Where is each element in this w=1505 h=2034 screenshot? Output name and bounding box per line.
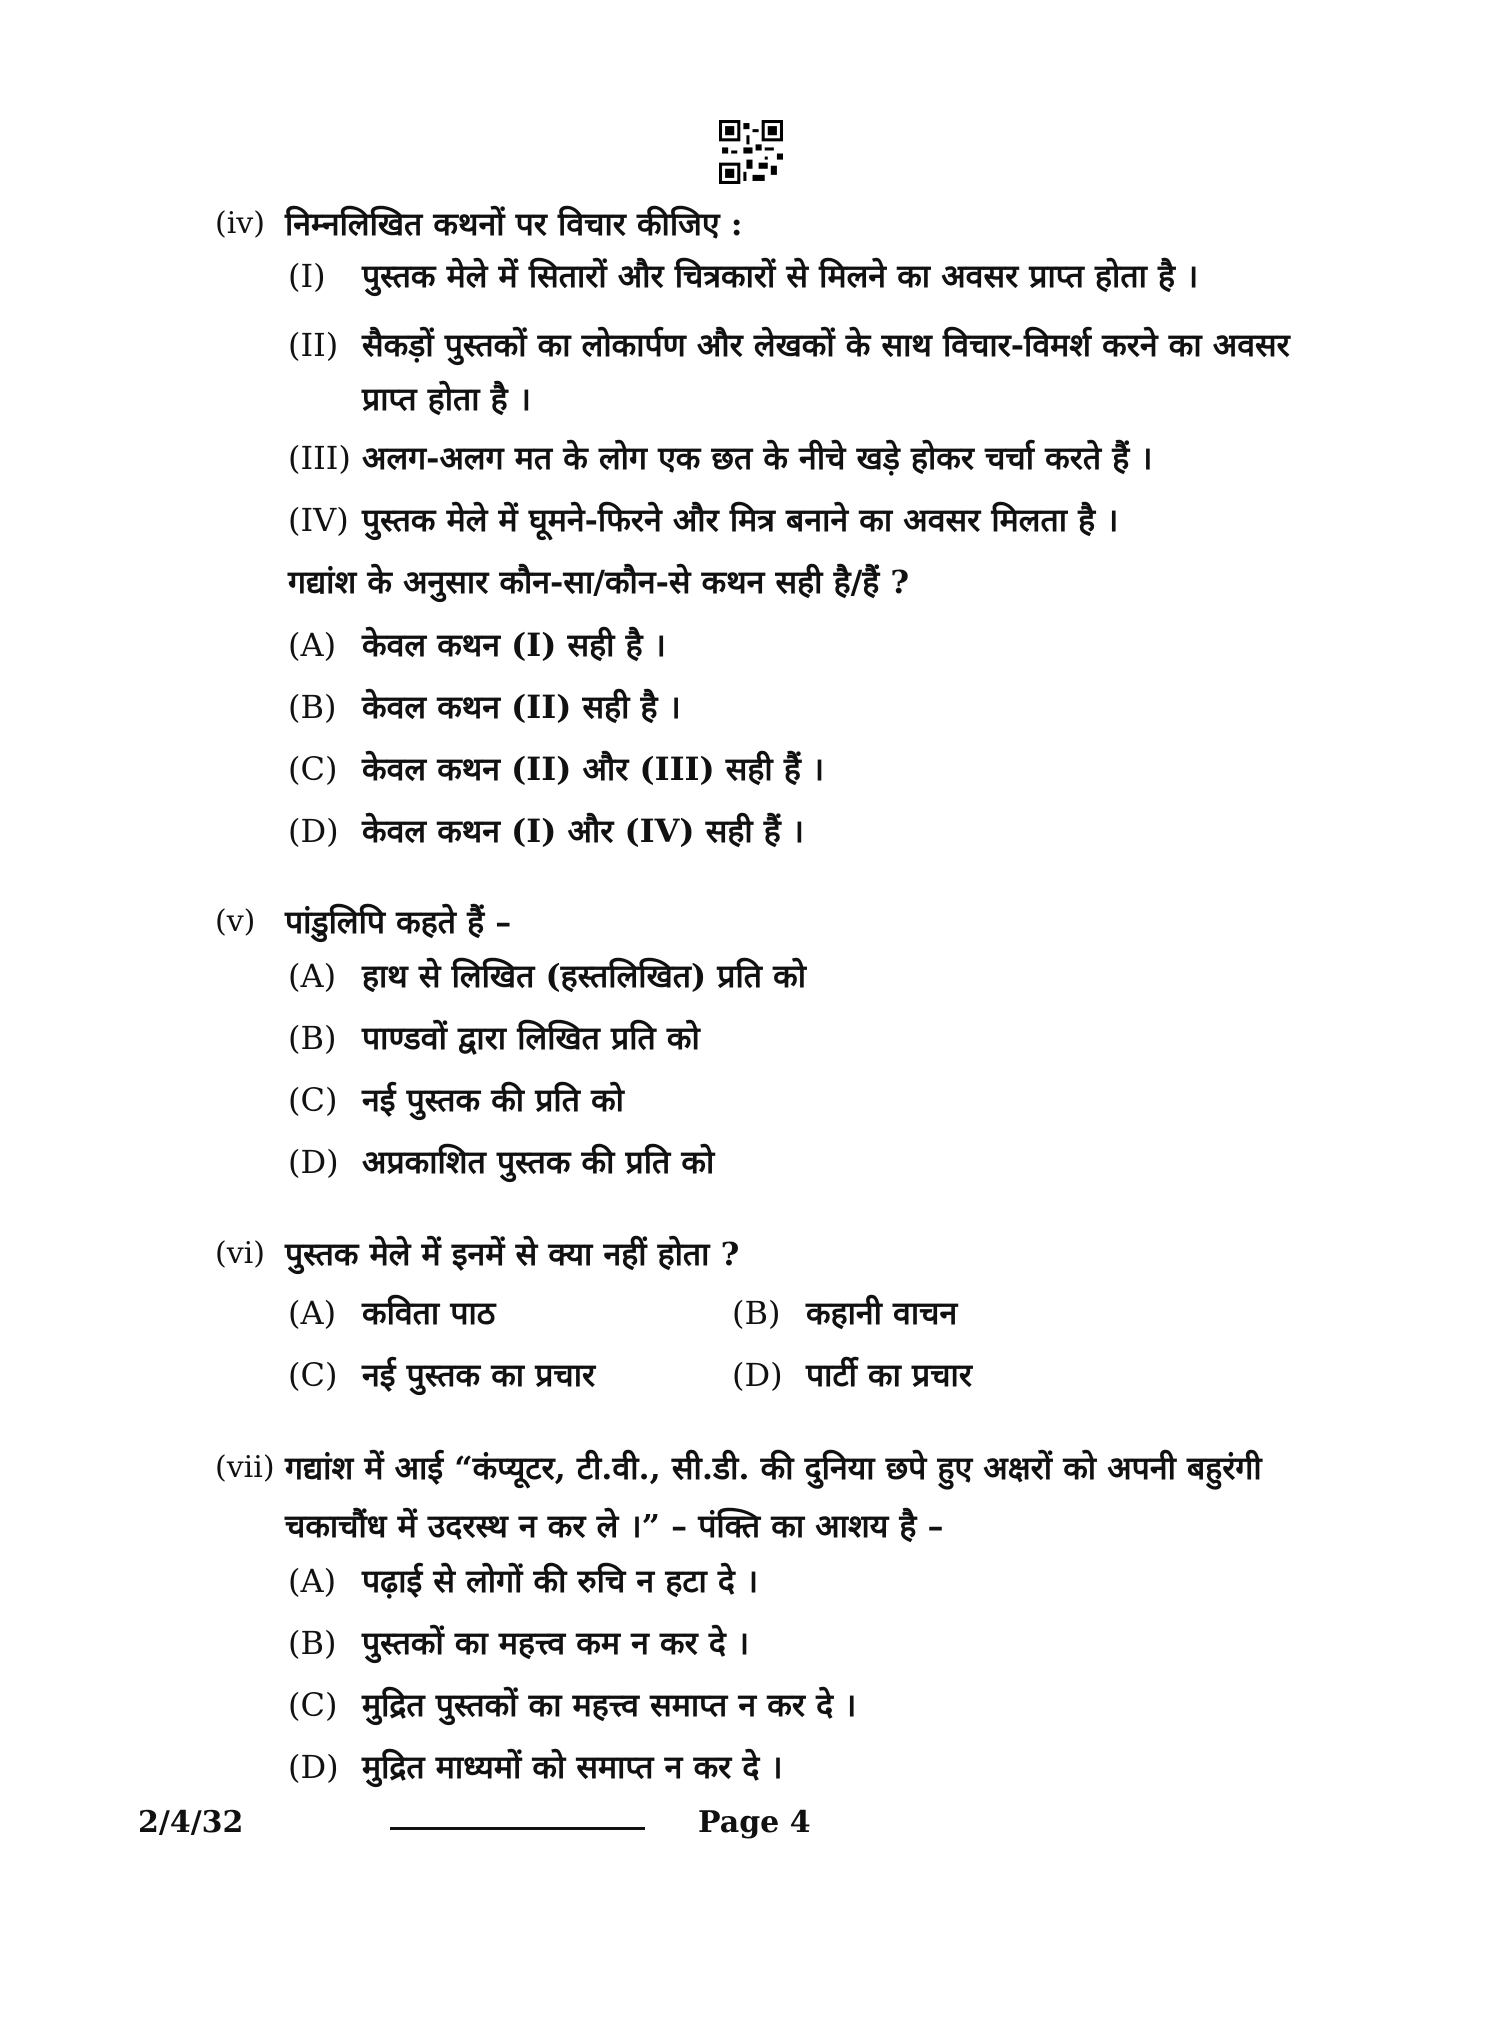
option-a[interactable] bbox=[288, 955, 806, 997]
option-text: अप्रकाशित पुस्तक की प्रति को bbox=[362, 1143, 715, 1181]
footer-divider bbox=[390, 1827, 645, 1830]
statement-label: (IV) bbox=[288, 501, 349, 539]
option-a[interactable] bbox=[288, 1560, 758, 1602]
option-text: हाथ से लिखित (हस्तलिखित) प्रति को bbox=[362, 957, 807, 995]
option-c[interactable] bbox=[288, 1684, 856, 1726]
statement-text: सैकड़ों पुस्तकों का लोकार्पण और लेखकों के साथ विचार-विमर्श करने का अवसर प्राप्त होता है । bbox=[362, 326, 1290, 418]
option-label: (C) bbox=[288, 1686, 338, 1724]
question-prompt bbox=[288, 561, 909, 603]
paper-code: 2/4/32 bbox=[138, 1805, 244, 1840]
option-text: पुस्तकों का महत्त्व कम न कर दे । bbox=[362, 1624, 750, 1662]
option-text: पार्टी का प्रचार bbox=[806, 1356, 972, 1394]
option-c[interactable] bbox=[288, 1079, 624, 1121]
statement-text: अलग-अलग मत के लोग एक छत के नीचे खड़े होकर चर्चा करते हैं । bbox=[362, 439, 1153, 477]
question-text: निम्नलिखित कथनों पर विचार कीजिए : bbox=[285, 205, 743, 243]
option-text: नई पुस्तक का प्रचार bbox=[362, 1356, 596, 1394]
option-label: (D) bbox=[288, 1143, 339, 1181]
option-label: (B) bbox=[732, 1294, 781, 1332]
option-d[interactable] bbox=[288, 810, 804, 852]
statement-item bbox=[288, 437, 1152, 479]
option-label: (A) bbox=[288, 626, 337, 664]
question-number: (vii) bbox=[215, 1450, 275, 1485]
option-text: कविता पाठ bbox=[362, 1294, 496, 1332]
statement-label: (I) bbox=[288, 257, 326, 295]
statement-item bbox=[288, 318, 1308, 426]
option-label: (D) bbox=[288, 1748, 339, 1786]
question-text: गद्यांश में आई “कंप्यूटर, टी.वी., सी.डी. की दुनिया छपे हुए अक्षरों को अपनी बहुरंगी चकाचौंध में उदरस्थ न कर ले ।” – पंक्ति का आशय है – bbox=[285, 1449, 1262, 1545]
option-text: पाण्डवों द्वारा लिखित प्रति को bbox=[362, 1019, 700, 1057]
option-label: (A) bbox=[288, 1562, 337, 1600]
option-text: नई पुस्तक की प्रति को bbox=[362, 1081, 624, 1119]
statement-text: पुस्तक मेले में घूमने-फिरने और मित्र बनाने का अवसर मिलता है । bbox=[362, 501, 1119, 539]
question-vii bbox=[215, 1439, 1295, 1555]
option-c[interactable] bbox=[288, 1354, 595, 1396]
option-text: कहानी वाचन bbox=[806, 1294, 958, 1332]
option-text: मुद्रित माध्यमों को समाप्त न कर दे । bbox=[362, 1748, 783, 1786]
option-a[interactable] bbox=[288, 624, 666, 666]
statement-item bbox=[288, 499, 1118, 541]
option-label: (D) bbox=[288, 812, 339, 850]
option-d[interactable] bbox=[732, 1354, 972, 1396]
statement-text: पुस्तक मेले में सितारों और चित्रकारों से मिलने का अवसर प्राप्त होता है । bbox=[362, 257, 1199, 295]
option-b[interactable] bbox=[732, 1292, 957, 1334]
option-label: (A) bbox=[288, 1294, 337, 1332]
qr-code bbox=[719, 120, 783, 184]
option-label: (C) bbox=[288, 750, 338, 788]
question-text: पांडुलिपि कहते हैं – bbox=[285, 903, 512, 941]
option-text: केवल कथन (II) और (III) सही हैं । bbox=[362, 750, 825, 788]
option-label: (B) bbox=[288, 688, 337, 726]
question-number: (v) bbox=[215, 904, 256, 939]
question-iv bbox=[215, 195, 1325, 253]
option-text: मुद्रित पुस्तकों का महत्त्व समाप्त न कर दे । bbox=[362, 1686, 857, 1724]
statement-item bbox=[288, 255, 1198, 297]
question-vi bbox=[215, 1225, 1325, 1283]
option-text: केवल कथन (II) सही है । bbox=[362, 688, 681, 726]
option-text: केवल कथन (I) सही है । bbox=[362, 626, 666, 664]
option-a[interactable] bbox=[288, 1292, 495, 1334]
prompt-text: गद्यांश के अनुसार कौन-सा/कौन-से कथन सही है/हैं ? bbox=[288, 563, 910, 601]
option-b[interactable] bbox=[288, 686, 681, 728]
option-b[interactable] bbox=[288, 1622, 749, 1664]
statement-label: (II) bbox=[288, 326, 339, 364]
option-d[interactable] bbox=[288, 1746, 783, 1788]
option-text: केवल कथन (I) और (IV) सही हैं । bbox=[362, 812, 805, 850]
option-b[interactable] bbox=[288, 1017, 700, 1059]
question-number: (iv) bbox=[215, 206, 265, 241]
question-v bbox=[215, 893, 1325, 951]
option-d[interactable] bbox=[288, 1141, 714, 1183]
option-label: (D) bbox=[732, 1356, 783, 1394]
statement-label: (III) bbox=[288, 439, 351, 477]
option-label: (A) bbox=[288, 957, 337, 995]
option-label: (C) bbox=[288, 1356, 338, 1394]
page-number: Page 4 bbox=[698, 1805, 811, 1840]
option-label: (C) bbox=[288, 1081, 338, 1119]
option-c[interactable] bbox=[288, 748, 824, 790]
question-number: (vi) bbox=[215, 1236, 265, 1271]
question-text: पुस्तक मेले में इनमें से क्या नहीं होता ? bbox=[285, 1235, 740, 1273]
option-label: (B) bbox=[288, 1019, 337, 1057]
option-text: पढ़ाई से लोगों की रुचि न हटा दे । bbox=[362, 1562, 759, 1600]
option-label: (B) bbox=[288, 1624, 337, 1662]
